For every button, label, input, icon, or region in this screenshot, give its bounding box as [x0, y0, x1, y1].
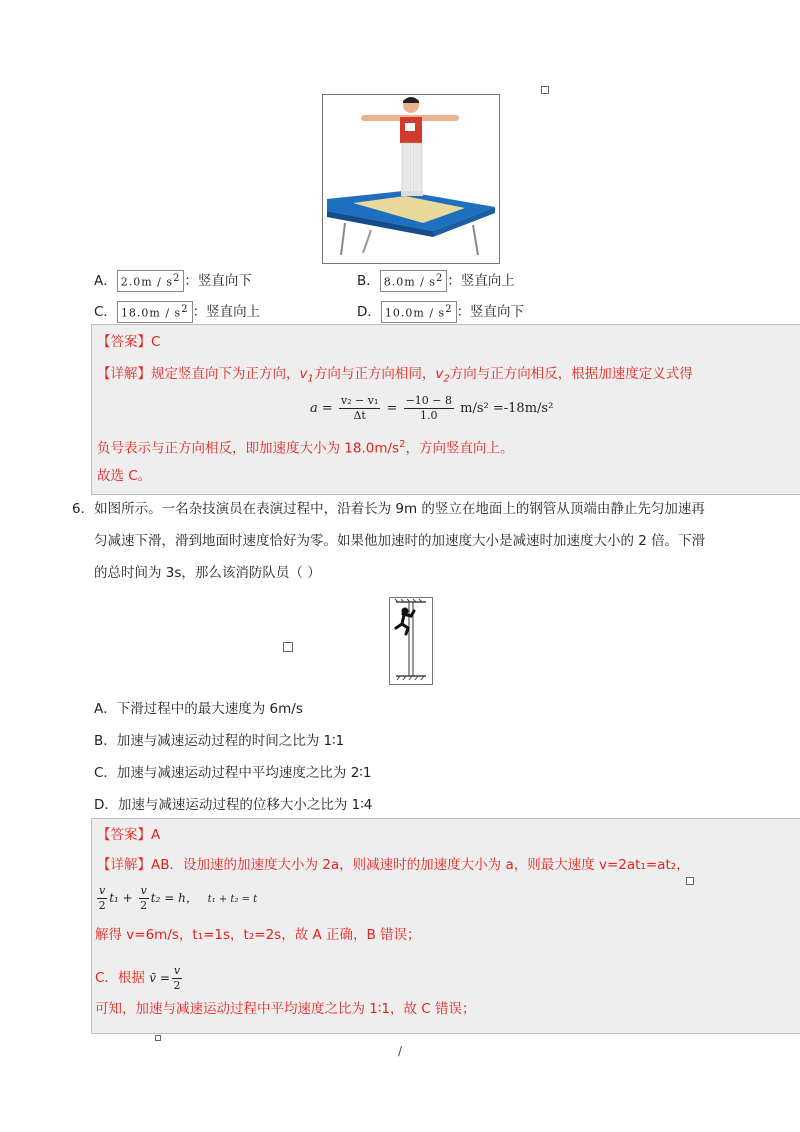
option-letter: A．: [94, 272, 117, 289]
q6-detail: 【详解】AB．设加速的加速度大小为 2a，则减速时的加速度大小为 a，则最大速度 v=2at₁=at₂，: [97, 857, 690, 873]
q6-c-analysis: C．根据 v̄ = $\frac{v}{2}$: [95, 964, 181, 992]
q6-answer: 【答案】A: [97, 827, 161, 843]
option-direction: ：竖直向上: [192, 303, 261, 320]
placeholder-marker: [541, 86, 549, 94]
option-direction: ：竖直向上: [447, 272, 515, 289]
q5-option-a[interactable]: [94, 270, 252, 292]
q6-solution: 解得 v=6m/s，t₁=1s，t₂=2s，故 A 正确，B 错误；: [95, 927, 421, 943]
question-number: 6．: [72, 501, 95, 517]
q6-option-b[interactable]: B．加速与减速运动过程的时间之比为 1∶1: [94, 733, 345, 749]
placeholder-marker: [686, 877, 694, 885]
q6-option-c[interactable]: C．加速与减速运动过程中平均速度之比为 2∶1: [94, 765, 372, 781]
q5-option-c[interactable]: [94, 301, 260, 323]
option-b-value-box: $8.0m / s^2$: [380, 270, 448, 292]
q5-option-d[interactable]: [357, 301, 524, 323]
placeholder-marker: [283, 642, 293, 652]
option-letter: C．: [94, 303, 117, 320]
option-c-value-box: $18.0m / s^2$: [117, 301, 193, 323]
placeholder-marker: [155, 1035, 161, 1041]
option-direction: ：竖直向下: [456, 303, 525, 320]
detail-label: 【详解】: [97, 366, 151, 382]
q5-conclusion: 负号表示与正方向相反，即加速度大小为 $18.0m/s^2$，方向竖直向上。: [97, 439, 514, 457]
pole-acrobat-illustration: [390, 598, 432, 684]
page-footer-mark: /: [398, 1044, 403, 1058]
q5-answer: 【答案】C: [97, 334, 161, 350]
q6-stem-line3: 的总时间为 3s，那么该消防队员（ ）: [94, 565, 321, 581]
q6-c-conclusion: 可知，加速与减速运动过程中平均速度之比为 1∶1，故 C 错误；: [95, 1001, 476, 1017]
trampoline-figure: [322, 94, 500, 264]
q5-choose: 故选 C。: [97, 468, 152, 484]
option-d-value-box: $10.0m / s^2$: [381, 301, 457, 323]
option-letter: B．: [357, 272, 380, 289]
q6-displacement-equation: $\frac{v}{2}$ t₁ + $\frac{v}{2}$ t₂ = h， t₁ + t₂ = t: [98, 884, 258, 912]
trampoline-athlete-illustration: [323, 95, 499, 263]
q6-option-a[interactable]: A．下滑过程中的最大速度为 6m/s: [94, 701, 303, 717]
q6-stem-line1: 6．如图所示。一名杂技演员在表演过程中，沿着长为 9m 的竖立在地面上的钢管从顶端由静止先匀加速再: [72, 501, 705, 517]
option-direction: ：竖直向下: [184, 272, 252, 289]
detail-label: 【详解】: [97, 857, 151, 873]
q6-stem-line2: 匀减速下滑，滑到地面时速度恰好为零。如果他加速时的加速度大小是减速时加速度大小的 2 倍。下滑: [94, 533, 706, 549]
q6-option-d[interactable]: D．加速与减速运动过程的位移大小之比为 1∶4: [94, 797, 373, 813]
option-letter: D．: [357, 303, 381, 320]
pole-figure: [389, 597, 433, 685]
q5-option-b[interactable]: [357, 270, 515, 292]
q5-detail: 【详解】规定竖直向下为正方向，$v_1$方向与正方向相同，$v_2$方向与正方向相反，根据加速度定义式得: [97, 366, 693, 385]
option-a-value-box: $2.0m / s^2$: [117, 270, 185, 292]
q5-acceleration-formula: a = $\frac{\text{v₂ − v₁}}{\Delta t}$ = $\frac{-10 - 8}{1.0}$ m/s² =-18m/s²: [310, 394, 554, 422]
